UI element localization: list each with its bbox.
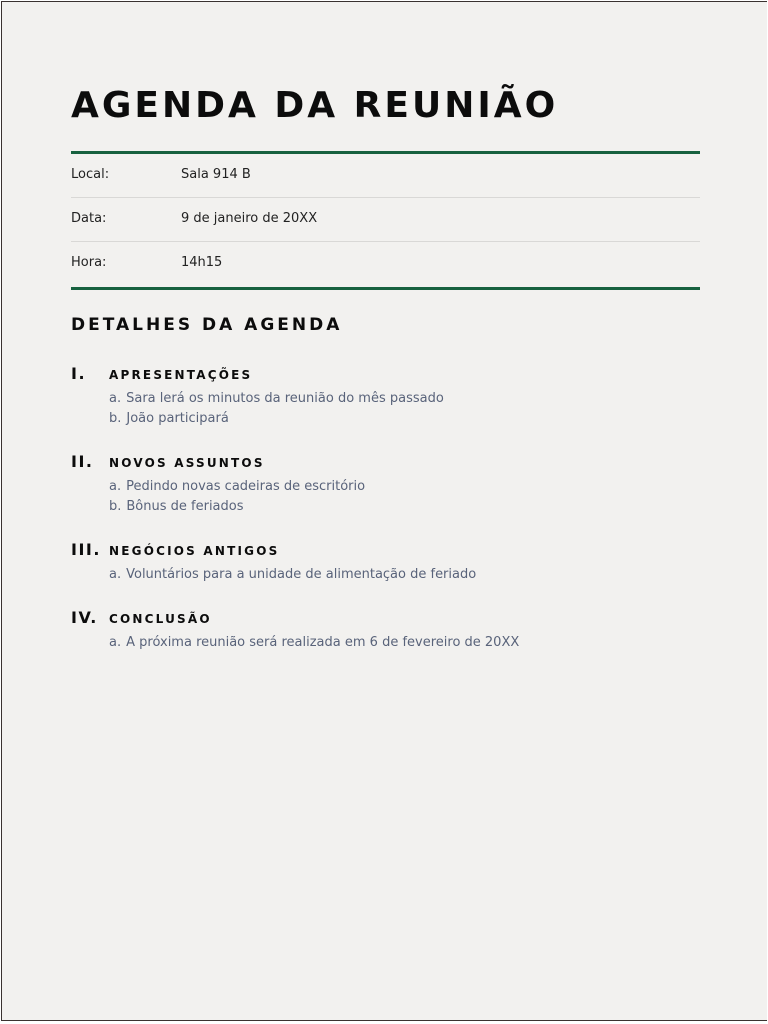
document-page: [1, 1, 767, 1021]
subitem-letter: b.: [109, 411, 122, 426]
agenda-subitem: [109, 497, 365, 517]
agenda-subitem: [109, 633, 519, 653]
agenda-subitem: [109, 565, 476, 585]
subitem-text: João participará: [126, 411, 229, 426]
agenda-subitem: [109, 477, 365, 497]
agenda-subitem: [109, 389, 444, 409]
agenda-item-numeral: III.: [71, 540, 101, 559]
agenda-subitem-list: [109, 389, 444, 429]
info-row-date: [71, 198, 700, 242]
subitem-letter: b.: [109, 499, 122, 514]
agenda-subitem-list: [109, 565, 476, 585]
agenda-item-heading: APRESENTAÇÕES: [109, 368, 253, 382]
info-row-time: [71, 242, 700, 286]
subitem-text: Bônus de feriados: [126, 499, 244, 514]
time-value: 14h15: [181, 255, 223, 270]
agenda-item-numeral: II.: [71, 452, 94, 471]
subitem-letter: a.: [109, 567, 122, 582]
agenda-item-heading: CONCLUSÃO: [109, 612, 212, 626]
subitem-letter: a.: [109, 479, 122, 494]
agenda-subitem: [109, 409, 444, 429]
meeting-info-table: [71, 154, 700, 286]
agenda-subitem-list: [109, 633, 519, 653]
subitem-text: A próxima reunião será realizada em 6 de fevereiro de 20XX: [126, 635, 520, 650]
agenda-subitem-list: [109, 477, 365, 517]
page-title: AGENDA DA REUNIÃO: [71, 85, 559, 126]
location-value: Sala 914 B: [181, 167, 251, 182]
time-label: Hora:: [71, 255, 107, 270]
bottom-accent-rule: [71, 287, 700, 290]
subitem-text: Voluntários para a unidade de alimentação de feriado: [126, 567, 477, 582]
agenda-item-numeral: IV.: [71, 608, 98, 627]
location-label: Local:: [71, 167, 110, 182]
agenda-item-numeral: I.: [71, 364, 87, 383]
date-label: Data:: [71, 211, 107, 226]
subitem-letter: a.: [109, 635, 122, 650]
agenda-item-heading: NEGÓCIOS ANTIGOS: [109, 544, 280, 558]
subitem-text: Sara lerá os minutos da reunião do mês passado: [126, 391, 444, 406]
agenda-item-heading: NOVOS ASSUNTOS: [109, 456, 265, 470]
date-value: 9 de janeiro de 20XX: [181, 211, 318, 226]
subitem-letter: a.: [109, 391, 122, 406]
subitem-text: Pedindo novas cadeiras de escritório: [126, 479, 366, 494]
info-row-location: [71, 154, 700, 198]
section-title: DETALHES DA AGENDA: [71, 315, 343, 335]
